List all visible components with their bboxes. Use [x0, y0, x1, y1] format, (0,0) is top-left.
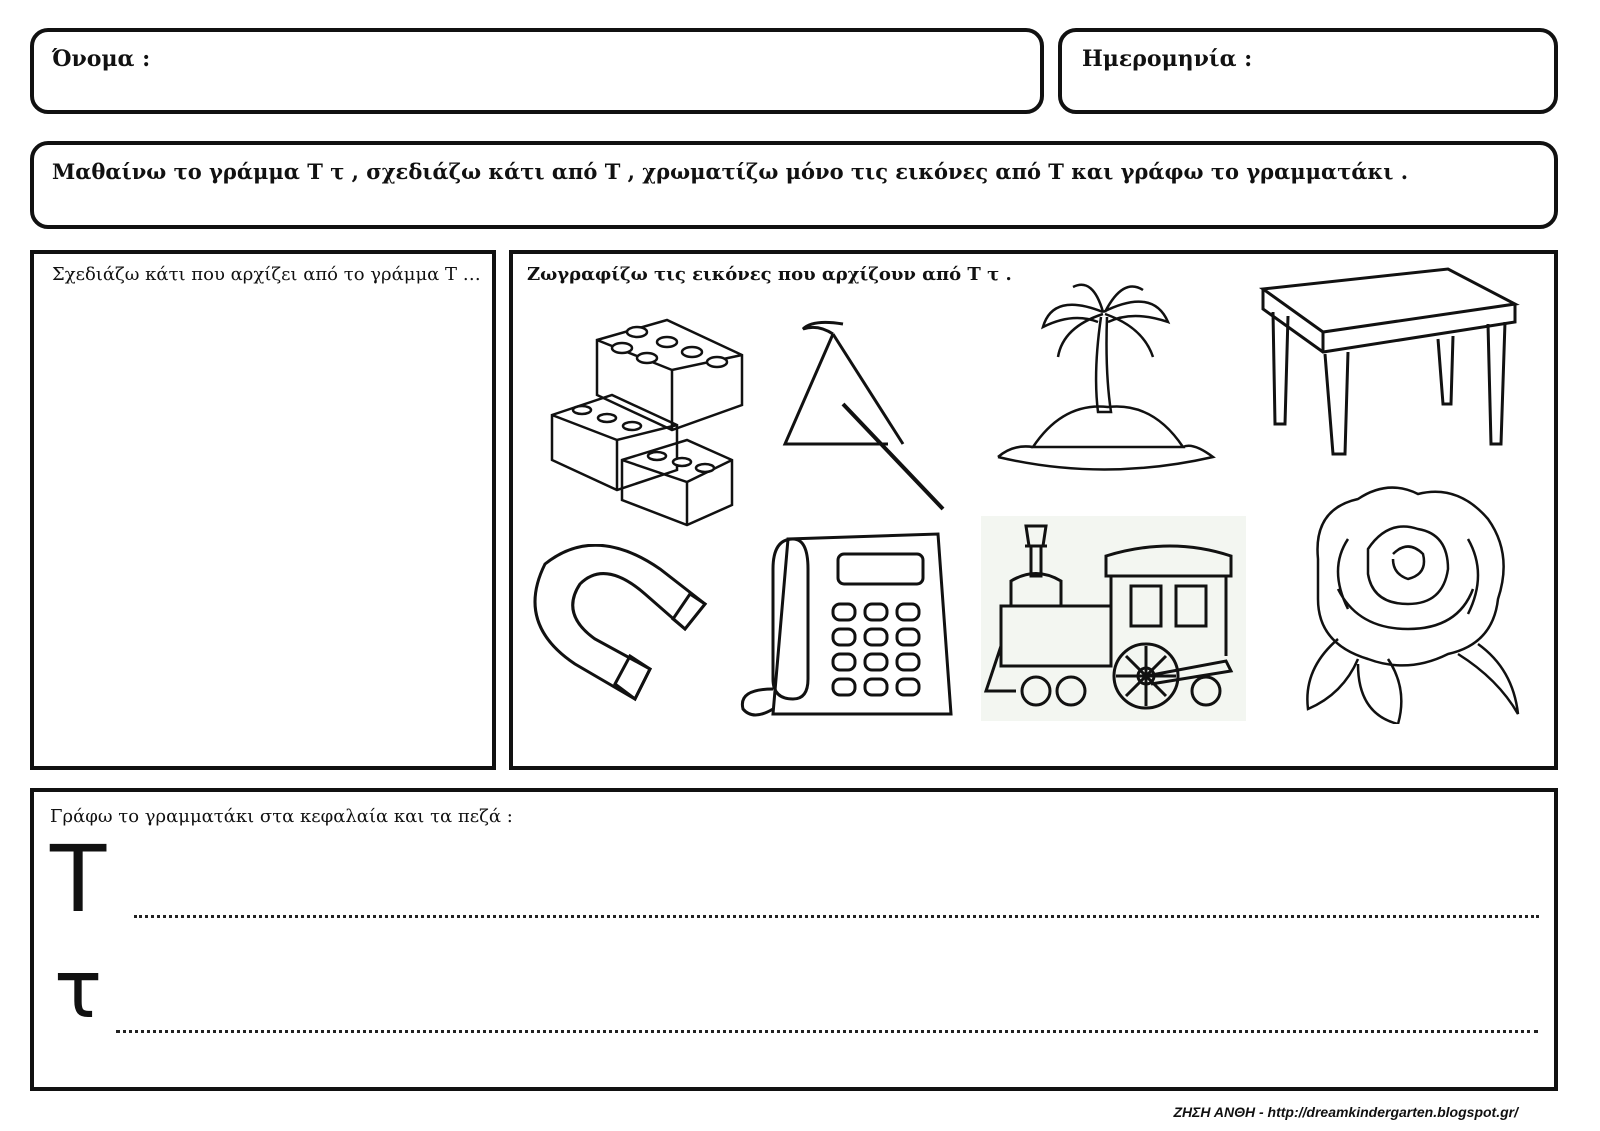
- rose-icon: [1298, 479, 1523, 724]
- table-icon: [1253, 264, 1523, 464]
- date-field-box: [1058, 28, 1558, 114]
- name-label: Όνομα :: [52, 46, 151, 72]
- writing-label: Γράφω το γραμματάκι στα κεφαλαία και τα πεζά :: [50, 806, 513, 827]
- uppercase-letter: Τ: [50, 826, 107, 933]
- palm-island-icon: [993, 272, 1218, 477]
- name-field-box: [30, 28, 1044, 114]
- triangle-instrument-icon: [773, 314, 953, 519]
- lowercase-writing-line[interactable]: [116, 1030, 1538, 1033]
- footer-credit: ΖΗΣΗ ΑΝΘΗ - http://dreamkindergarten.blogspot.gr/: [1173, 1104, 1518, 1120]
- pictures-label: Ζωγραφίζω τις εικόνες που αρχίζουν από Τ τ .: [527, 264, 1012, 285]
- instructions-text: Μαθαίνω το γράμμα Τ τ , σχεδιάζω κάτι από Τ , χρωματίζω μόνο τις εικόνες από Τ και γράφω το γραμματάκι .: [52, 159, 1409, 184]
- draw-label: Σχεδιάζω κάτι που αρχίζει από το γράμμα Τ …: [52, 264, 481, 285]
- telephone-icon: [733, 529, 958, 724]
- pictures-area: [509, 250, 1558, 770]
- writing-area: [30, 788, 1558, 1091]
- draw-area: [30, 250, 496, 770]
- date-label: Ημερομηνία :: [1082, 46, 1253, 72]
- instructions-box: [30, 141, 1558, 229]
- horseshoe-magnet-icon: [525, 544, 715, 724]
- building-blocks-icon: [537, 310, 747, 530]
- lowercase-letter: τ: [54, 943, 103, 1036]
- uppercase-writing-line[interactable]: [134, 915, 1539, 918]
- train-icon: [981, 516, 1246, 721]
